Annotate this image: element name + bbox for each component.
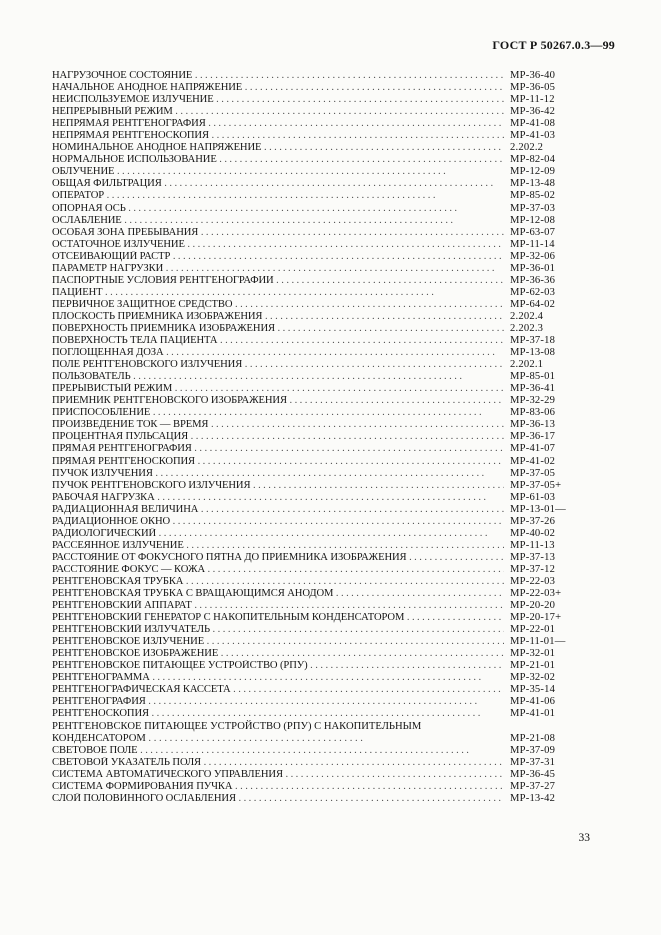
index-term: НЕПРЯМАЯ РЕНТГЕНОГРАФИЯ . . bbox=[52, 118, 504, 130]
index-term: РАССЕЯННОЕ ИЗЛУЧЕНИЕ . . bbox=[52, 540, 504, 552]
index-entry bbox=[52, 468, 572, 480]
index-code: МР-37-09 bbox=[510, 744, 556, 756]
index-code: МР-32-01 bbox=[510, 648, 556, 660]
index-code: МР-37-26 bbox=[510, 515, 556, 527]
index-code: МР-11-12 bbox=[510, 94, 555, 106]
index-code: МР-37-31 bbox=[510, 756, 556, 768]
index-code: МР-85-02 bbox=[510, 190, 556, 202]
index-term-line-2: КОНДЕНСАТОРОМ . . bbox=[52, 733, 496, 745]
index-term: НЕПРЕРЫВНЫЙ РЕЖИМ . . bbox=[52, 106, 504, 118]
index-entry bbox=[52, 624, 572, 636]
index-term: РЕНТГЕНОСКОПИЯ . . bbox=[52, 708, 504, 720]
index-entry bbox=[52, 516, 572, 528]
index-term: СИСТЕМА ФОРМИРОВАНИЯ ПУЧКА . . bbox=[52, 781, 504, 793]
index-term: ОПОРНАЯ ОСЬ . . bbox=[52, 203, 504, 215]
index-code: МР-41-03 bbox=[510, 130, 556, 142]
index-term: РАДИАЦИОННОЕ ОКНО . . bbox=[52, 516, 504, 528]
index-code: МР-37-03 bbox=[510, 202, 556, 214]
index-entry bbox=[52, 588, 572, 600]
index-entry bbox=[52, 70, 572, 82]
index-term: ПРЕРЫВИСТЫЙ РЕЖИМ . . bbox=[52, 383, 504, 395]
index-entry bbox=[52, 528, 572, 540]
index-entry bbox=[52, 600, 572, 612]
index-entry bbox=[52, 612, 572, 624]
index-entry bbox=[52, 672, 572, 684]
index-entry bbox=[52, 745, 572, 757]
index-list bbox=[52, 70, 572, 721]
index-term: РАССТОЯНИЕ ФОКУС — КОЖА . . bbox=[52, 564, 504, 576]
index-code: МР-36-36 bbox=[510, 274, 556, 286]
index-code: МР-11-14 bbox=[510, 238, 555, 250]
index-term: НОРМАЛЬНОЕ ИСПОЛЬЗОВАНИЕ . . bbox=[52, 154, 504, 166]
index-term: НЕИСПОЛЬЗУЕМОЕ ИЗЛУЧЕНИЕ . . bbox=[52, 94, 504, 106]
index-entry bbox=[52, 215, 572, 227]
index-entry bbox=[52, 227, 572, 239]
index-entry bbox=[52, 323, 572, 335]
index-code: МР-85-01 bbox=[510, 371, 556, 383]
index-term bbox=[52, 721, 504, 745]
index-code: МР-36-42 bbox=[510, 106, 556, 118]
index-term: ПАСПОРТНЫЕ УСЛОВИЯ РЕНТГЕНОГРАФИИ . . bbox=[52, 275, 504, 287]
index-code: МР-12-09 bbox=[510, 166, 556, 178]
index-code: МР-61-03 bbox=[510, 491, 556, 503]
index-entry bbox=[52, 419, 572, 431]
document-header: ГОСТ Р 50267.0.3—99 bbox=[492, 38, 615, 52]
index-entry bbox=[52, 696, 572, 708]
index-code: МР-36-05 bbox=[510, 82, 556, 94]
index-code: МР-21-08 bbox=[510, 732, 556, 744]
index-term: РЕНТГЕНОВСКОЕ ИЗОБРАЖЕНИЕ . . bbox=[52, 648, 504, 660]
index-code: 2.202.1 bbox=[510, 359, 544, 371]
index-code: МР-36-45 bbox=[510, 768, 556, 780]
index-code: МР-36-41 bbox=[510, 383, 556, 395]
index-code: МР-13-08 bbox=[510, 347, 556, 359]
index-term: РЕНТГЕНОГРАММА . . bbox=[52, 672, 504, 684]
term-index bbox=[52, 70, 572, 805]
index-term: ПОВЕРХНОСТЬ ПРИЕМНИКА ИЗОБРАЖЕНИЯ . . bbox=[52, 323, 504, 335]
index-entry bbox=[52, 504, 572, 516]
index-term: ПАЦИЕНТ . . bbox=[52, 287, 504, 299]
index-term: ПОЛЕ РЕНТГЕНОВСКОГО ИЗЛУЧЕНИЯ . . bbox=[52, 359, 504, 371]
index-code: МР-22-03+ bbox=[510, 588, 562, 600]
index-term: СВЕТОВОЕ ПОЛЕ . . bbox=[52, 745, 504, 757]
index-term: ОСОБАЯ ЗОНА ПРЕБЫВАНИЯ . . bbox=[52, 227, 504, 239]
index-entry bbox=[52, 781, 572, 793]
index-entry bbox=[52, 335, 572, 347]
index-entry bbox=[52, 371, 572, 383]
index-term: ПРИСПОСОБЛЕНИЕ . . bbox=[52, 407, 504, 419]
index-term: РЕНТГЕНОВСКОЕ ПИТАЮЩЕЕ УСТРОЙСТВО (РПУ) . . bbox=[52, 660, 504, 672]
index-entry bbox=[52, 540, 572, 552]
index-term: ОБЛУЧЕНИЕ . . bbox=[52, 166, 504, 178]
index-code: МР-22-01 bbox=[510, 624, 556, 636]
index-term: ПРОИЗВЕДЕНИЕ ТОК — ВРЕМЯ . . bbox=[52, 419, 504, 431]
index-term: ОБЩАЯ ФИЛЬТРАЦИЯ . . bbox=[52, 178, 504, 190]
index-entry bbox=[52, 203, 572, 215]
index-entry bbox=[52, 684, 572, 696]
index-term: СИСТЕМА АВТОМАТИЧЕСКОГО УПРАВЛЕНИЯ . . bbox=[52, 769, 504, 781]
index-term: НАГРУЗОЧНОЕ СОСТОЯНИЕ . . bbox=[52, 70, 504, 82]
index-term: ПУЧОК РЕНТГЕНОВСКОГО ИЗЛУЧЕНИЯ . . bbox=[52, 480, 504, 492]
index-code: МР-32-29 bbox=[510, 395, 556, 407]
index-code: 2.202.4 bbox=[510, 310, 544, 322]
index-entry bbox=[52, 178, 572, 190]
index-entry bbox=[52, 636, 572, 648]
index-term-line-1: РЕНТГЕНОВСКОЕ ПИТАЮЩЕЕ УСТРОЙСТВО (РПУ) С НАКОПИТЕЛЬНЫМ bbox=[52, 720, 422, 732]
index-code: МР-13-01— bbox=[510, 503, 566, 515]
index-entry bbox=[52, 287, 572, 299]
index-code: 2.202.2 bbox=[510, 142, 544, 154]
index-term: НАЧАЛЬНОЕ АНОДНОЕ НАПРЯЖЕНИЕ . . bbox=[52, 82, 504, 94]
index-code: 2.202.3 bbox=[510, 322, 544, 334]
index-term: ПОЛЬЗОВАТЕЛЬ . . bbox=[52, 371, 504, 383]
index-entry bbox=[52, 648, 572, 660]
index-term: ПРОЦЕНТНАЯ ПУЛЬСАЦИЯ . . bbox=[52, 431, 504, 443]
index-term: ПРЯМАЯ РЕНТГЕНОСКОПИЯ . . bbox=[52, 456, 504, 468]
index-term: ПУЧОК ИЗЛУЧЕНИЯ . . bbox=[52, 468, 504, 480]
index-term: ПЕРВИЧНОЕ ЗАЩИТНОЕ СРЕДСТВО . . bbox=[52, 299, 504, 311]
index-entry bbox=[52, 299, 572, 311]
index-entry bbox=[52, 395, 572, 407]
index-term: ОПЕРАТОР . . bbox=[52, 190, 504, 202]
index-term: ПЛОСКОСТЬ ПРИЕМНИКА ИЗОБРАЖЕНИЯ . . bbox=[52, 311, 504, 323]
index-code: МР-37-13 bbox=[510, 551, 556, 563]
index-code: МР-13-42 bbox=[510, 792, 556, 804]
index-term: ОСЛАБЛЕНИЕ . . bbox=[52, 215, 504, 227]
index-entry bbox=[52, 769, 572, 781]
index-code: МР-20-20 bbox=[510, 600, 556, 612]
index-code: МР-37-05 bbox=[510, 467, 556, 479]
index-entry bbox=[52, 106, 572, 118]
index-code: МР-35-14 bbox=[510, 684, 556, 696]
index-entry bbox=[52, 660, 572, 672]
index-code: МР-82-04 bbox=[510, 154, 556, 166]
index-code: МР-41-06 bbox=[510, 696, 556, 708]
index-entry bbox=[52, 793, 572, 805]
index-term: ПОГЛОЩЕННАЯ ДОЗА . . bbox=[52, 347, 504, 359]
index-entry bbox=[52, 359, 572, 371]
index-term: РАССТОЯНИЕ ОТ ФОКУСНОГО ПЯТНА ДО ПРИЕМНИКА ИЗОБРАЖЕНИЯ . . bbox=[52, 552, 504, 564]
index-term: ПАРАМЕТР НАГРУЗКИ . . bbox=[52, 263, 504, 275]
index-code: МР-37-05+ bbox=[510, 479, 562, 491]
index-entry bbox=[52, 118, 572, 130]
index-code: МР-63-07 bbox=[510, 226, 556, 238]
index-entry bbox=[52, 431, 572, 443]
index-entry bbox=[52, 443, 572, 455]
index-term: РЕНТГЕНОГРАФИЧЕСКАЯ КАССЕТА . . bbox=[52, 684, 504, 696]
index-code: МР-36-17 bbox=[510, 431, 556, 443]
index-term: РЕНТГЕНОВСКАЯ ТРУБКА С ВРАЩАЮЩИМСЯ АНОДОМ . . bbox=[52, 588, 504, 600]
index-code: МР-11-01— bbox=[510, 636, 566, 648]
index-code: МР-11-13 bbox=[510, 539, 555, 551]
index-entry bbox=[52, 94, 572, 106]
index-term: РЕНТГЕНОВСКИЙ ГЕНЕРАТОР С НАКОПИТЕЛЬНЫМ КОНДЕНСАТОРОМ . . bbox=[52, 612, 504, 624]
index-entry bbox=[52, 82, 572, 94]
index-term: РЕНТГЕНОВСКИЙ АППАРАТ . . bbox=[52, 600, 504, 612]
index-code: МР-13-48 bbox=[510, 178, 556, 190]
index-term: ПРЯМАЯ РЕНТГЕНОГРАФИЯ . . bbox=[52, 443, 504, 455]
index-term: РЕНТГЕНОВСКИЙ ИЗЛУЧАТЕЛЬ . . bbox=[52, 624, 504, 636]
index-code: МР-37-12 bbox=[510, 563, 556, 575]
index-entry bbox=[52, 407, 572, 419]
index-entry bbox=[52, 190, 572, 202]
index-code: МР-12-08 bbox=[510, 214, 556, 226]
index-term: ПРИЕМНИК РЕНТГЕНОВСКОГО ИЗОБРАЖЕНИЯ . . bbox=[52, 395, 504, 407]
index-entry bbox=[52, 480, 572, 492]
index-code: МР-41-08 bbox=[510, 118, 556, 130]
index-term: РЕНТГЕНОВСКАЯ ТРУБКА . . bbox=[52, 576, 504, 588]
index-entry bbox=[52, 251, 572, 263]
index-entry bbox=[52, 492, 572, 504]
index-term: РЕНТГЕНОВСКОЕ ИЗЛУЧЕНИЕ . . bbox=[52, 636, 504, 648]
index-entry bbox=[52, 142, 572, 154]
index-entry bbox=[52, 275, 572, 287]
index-entry bbox=[52, 757, 572, 769]
index-term: ОТСЕИВАЮЩИЙ РАСТР . . bbox=[52, 251, 504, 263]
index-entry bbox=[52, 564, 572, 576]
index-code: МР-37-27 bbox=[510, 780, 556, 792]
index-code: МР-36-13 bbox=[510, 419, 556, 431]
index-code: МР-20-17+ bbox=[510, 612, 562, 624]
index-entry bbox=[52, 708, 572, 720]
index-entry bbox=[52, 721, 572, 745]
index-code: МР-32-02 bbox=[510, 672, 556, 684]
index-code: МР-83-06 bbox=[510, 407, 556, 419]
index-code: МР-36-01 bbox=[510, 262, 556, 274]
index-code: МР-32-06 bbox=[510, 250, 556, 262]
index-term: РАДИАЦИОННАЯ ВЕЛИЧИНА . . bbox=[52, 504, 504, 516]
index-code: МР-22-03 bbox=[510, 575, 556, 587]
index-term: НЕПРЯМАЯ РЕНТГЕНОСКОПИЯ . . bbox=[52, 130, 504, 142]
index-term: СВЕТОВОЙ УКАЗАТЕЛЬ ПОЛЯ . . bbox=[52, 757, 504, 769]
index-term: РЕНТГЕНОГРАФИЯ . . bbox=[52, 696, 504, 708]
index-list-tail bbox=[52, 745, 572, 805]
index-term: СЛОЙ ПОЛОВИННОГО ОСЛАБЛЕНИЯ . . bbox=[52, 793, 504, 805]
page-number: 33 bbox=[578, 832, 590, 844]
index-entry bbox=[52, 154, 572, 166]
index-code: МР-40-02 bbox=[510, 527, 556, 539]
index-entry bbox=[52, 347, 572, 359]
index-code: МР-64-02 bbox=[510, 298, 556, 310]
index-code: МР-36-40 bbox=[510, 70, 556, 81]
index-entry bbox=[52, 552, 572, 564]
index-entry bbox=[52, 576, 572, 588]
index-entry bbox=[52, 456, 572, 468]
index-term: РАБОЧАЯ НАГРУЗКА . . bbox=[52, 492, 504, 504]
index-entry bbox=[52, 383, 572, 395]
index-entry bbox=[52, 311, 572, 323]
index-code: МР-62-03 bbox=[510, 286, 556, 298]
index-term: ПОВЕРХНОСТЬ ТЕЛА ПАЦИЕНТА . . bbox=[52, 335, 504, 347]
index-code: МР-41-01 bbox=[510, 708, 556, 720]
index-term: РАДИОЛОГИЧЕСКИЙ . . bbox=[52, 528, 504, 540]
index-term: ОСТАТОЧНОЕ ИЗЛУЧЕНИЕ . . bbox=[52, 239, 504, 251]
index-entry bbox=[52, 239, 572, 251]
index-entry bbox=[52, 130, 572, 142]
index-code: МР-41-02 bbox=[510, 455, 556, 467]
index-code: МР-21-01 bbox=[510, 660, 556, 672]
index-code: МР-37-18 bbox=[510, 335, 556, 347]
index-entry bbox=[52, 263, 572, 275]
index-code: МР-41-07 bbox=[510, 443, 556, 455]
index-entry bbox=[52, 166, 572, 178]
index-term: НОМИНАЛЬНОЕ АНОДНОЕ НАПРЯЖЕНИЕ . . bbox=[52, 142, 504, 154]
